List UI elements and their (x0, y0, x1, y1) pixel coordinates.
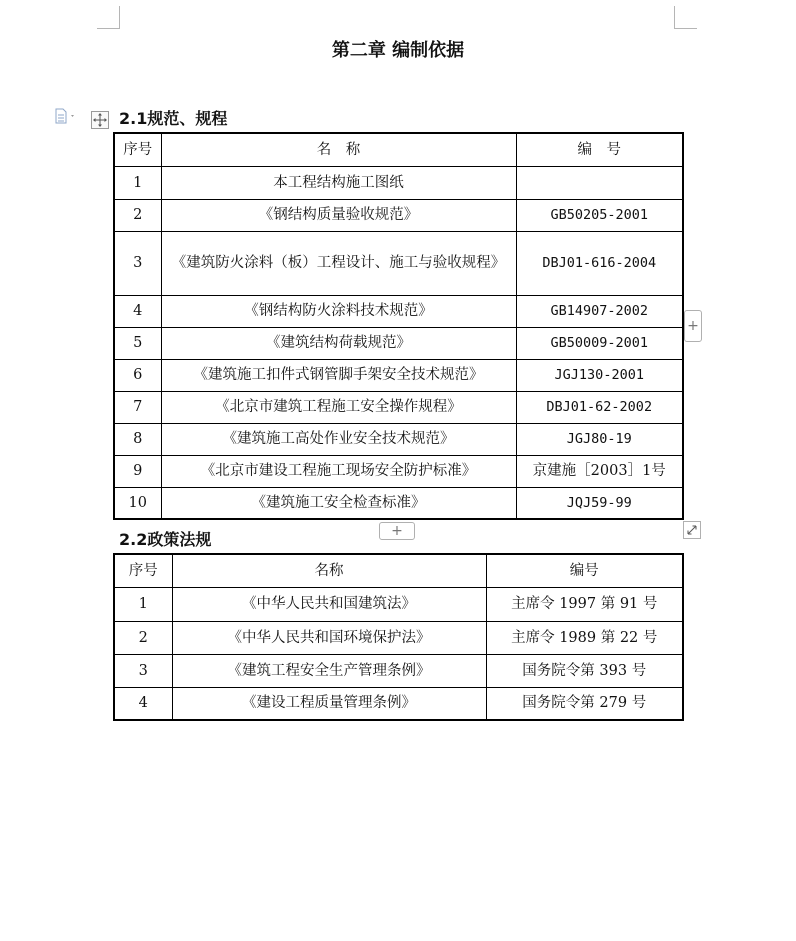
row-code: DBJ01-616-2004 (516, 231, 683, 295)
table-move-handle[interactable] (91, 111, 109, 129)
row-number: 1 (114, 166, 161, 199)
row-code: 国务院令第 393 号 (486, 654, 683, 687)
row-code: 主席令 1997 第 91 号 (486, 587, 683, 621)
table-row (114, 587, 683, 621)
table-row (114, 687, 683, 720)
row-name: 《建筑施工安全检查标准》 (161, 487, 516, 519)
row-code: GB14907-2002 (516, 295, 683, 327)
table-row (114, 359, 683, 391)
row-code (516, 166, 683, 199)
row-name: 本工程结构施工图纸 (161, 166, 516, 199)
table-header-row (114, 554, 683, 587)
policies-table (113, 553, 684, 721)
row-number: 7 (114, 391, 161, 423)
row-name: 《北京市建筑工程施工安全操作规程》 (161, 391, 516, 423)
table-row (114, 455, 683, 487)
row-name: 《钢结构防火涂料技术规范》 (161, 295, 516, 327)
row-name: 《建筑施工高处作业安全技术规范》 (161, 423, 516, 455)
header-cell: 编号 (486, 554, 683, 587)
row-name: 《北京市建设工程施工现场安全防护标准》 (161, 455, 516, 487)
row-name: 《建设工程质量管理条例》 (172, 687, 486, 720)
row-name: 《建筑工程安全生产管理条例》 (172, 654, 486, 687)
row-code: GB50009-2001 (516, 327, 683, 359)
table-row (114, 166, 683, 199)
row-name: 《建筑防火涂料（板）工程设计、施工与验收规程》 (161, 231, 516, 295)
table-row (114, 231, 683, 295)
row-code: JGJ80-19 (516, 423, 683, 455)
table-row (114, 295, 683, 327)
row-code: 京建施［2003］1号 (516, 455, 683, 487)
row-code: 主席令 1989 第 22 号 (486, 621, 683, 654)
row-name: 《建筑结构荷载规范》 (161, 327, 516, 359)
chapter-title: 第二章 编制依据 (331, 40, 465, 61)
table-row (114, 423, 683, 455)
row-number: 9 (114, 455, 161, 487)
section-title-standards: 2.1规范、规程 (119, 109, 228, 128)
row-code: DBJ01-62-2002 (516, 391, 683, 423)
header-cell: 编 号 (516, 133, 683, 166)
row-number: 2 (114, 199, 161, 231)
table-resize-handle[interactable] (683, 521, 701, 539)
table-row (114, 487, 683, 519)
page-corner-mark (674, 6, 697, 29)
resize-icon (684, 522, 700, 538)
row-name: 《钢结构质量验收规范》 (161, 199, 516, 231)
header-cell: 名称 (172, 554, 486, 587)
header-cell: 序号 (114, 554, 172, 587)
row-number: 1 (114, 587, 172, 621)
row-number: 2 (114, 621, 172, 654)
row-code: 国务院令第 279 号 (486, 687, 683, 720)
row-number: 10 (114, 487, 161, 519)
table-row (114, 199, 683, 231)
header-cell: 名 称 (161, 133, 516, 166)
table-row (114, 621, 683, 654)
row-number: 5 (114, 327, 161, 359)
row-number: 3 (114, 231, 161, 295)
table-header-row (114, 133, 683, 166)
row-code: GB50205-2001 (516, 199, 683, 231)
table-row (114, 391, 683, 423)
row-number: 8 (114, 423, 161, 455)
row-code: JQJ59-99 (516, 487, 683, 519)
table-row (114, 654, 683, 687)
row-name: 《中华人民共和国环境保护法》 (172, 621, 486, 654)
add-column-button[interactable]: + (684, 310, 702, 342)
row-number: 3 (114, 654, 172, 687)
standards-table (113, 132, 684, 520)
add-row-button[interactable]: + (379, 522, 415, 540)
section-title-policies: 2.2政策法规 (119, 530, 212, 549)
document-icon[interactable] (54, 108, 80, 124)
row-number: 4 (114, 687, 172, 720)
row-code: JGJ130-2001 (516, 359, 683, 391)
page-corner-mark (97, 6, 120, 29)
row-number: 4 (114, 295, 161, 327)
row-name: 《中华人民共和国建筑法》 (172, 587, 486, 621)
header-cell: 序号 (114, 133, 161, 166)
table-row (114, 327, 683, 359)
row-number: 6 (114, 359, 161, 391)
row-name: 《建筑施工扣件式钢管脚手架安全技术规范》 (161, 359, 516, 391)
move-icon (92, 112, 108, 128)
